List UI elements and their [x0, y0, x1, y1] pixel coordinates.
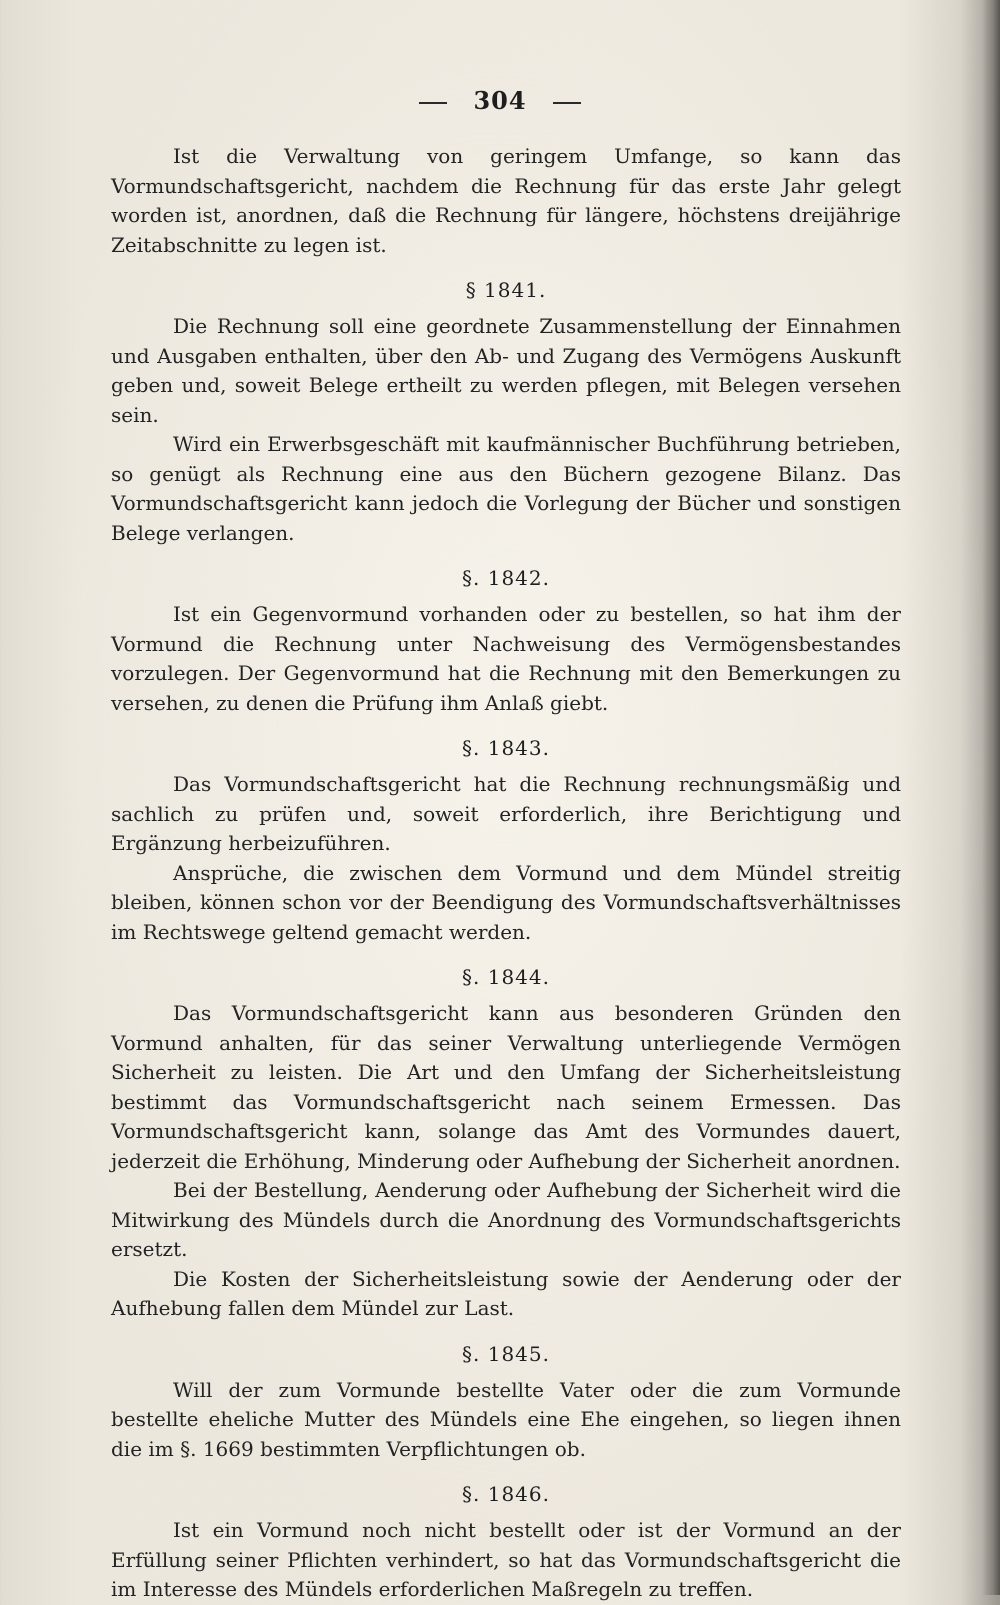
section-paragraph: Die Kosten der Sicherheitsleistung sowie der Aenderung oder der Aufhebung fallen dem Mündel zur Last. [111, 1266, 901, 1320]
section-paragraph: Bei der Bestellung, Aenderung oder Aufhebung der Sicherheit wird die Mitwirkung des Mündels durch die Anordnung des Vormundschaftsgerichts ersetzt. [111, 1178, 901, 1261]
page-number-value: 304 [473, 86, 527, 115]
page-edge-shadow [982, 0, 1000, 1595]
section-heading: §. 1844. [462, 965, 550, 989]
page-number [0, 86, 1000, 115]
section-1846 [111, 1480, 901, 1605]
section-1844 [111, 963, 901, 1324]
section-heading: §. 1842. [462, 566, 550, 590]
section-heading: § 1841. [465, 278, 547, 302]
section-1842 [111, 564, 901, 718]
continuation-paragraph: Ist die Verwaltung von geringem Umfange, so kann das Vormundschaftsgericht, nachdem die Rechnung für das erste Jahr gelegt worden ist, anordnen, daß die Rechnung für längere, höchstens dreijährige Zeitabschnitte zu legen ist. [111, 144, 901, 257]
document-body [111, 142, 901, 1605]
page-number-dash-right [553, 102, 581, 104]
page-number-dash-left [419, 102, 447, 104]
section-heading: §. 1845. [462, 1341, 550, 1366]
section-1843 [111, 734, 901, 947]
section-1841 [111, 276, 901, 548]
section-paragraph: Die Rechnung soll eine geordnete Zusammenstellung der Einnahmen und Ausgaben enthalten, über den Ab- und Zugang des Vermögens Auskunft geben und, soweit Belege ertheilt zu werden pflegen, mit Belegen versehen sein. [111, 314, 901, 427]
section-1845 [111, 1340, 901, 1465]
section-paragraph: Will der zum Vormunde bestellte Vater oder die zum Vormunde bestellte eheliche Mutter des Mündels eine Ehe eingehen, so liegen ihnen die im §. 1669 bestimmten Verpflichtungen ob. [111, 1377, 901, 1461]
section-paragraph: Das Vormundschaftsgericht kann aus besonderen Gründen den Vormund anhalten, für das seiner Verwaltung unterliegende Vermögen Sicherheit zu leisten. Die Art und den Umfang der Sicherheitsleistung bestimmt das Vormundschaftsgericht nach seinem Ermessen. Das Vormundschaftsgericht kann, solange das Amt des Vormundes dauert, jederzeit die Erhöhung, Minderung oder Aufhebung der Sicherheit anordnen. [111, 1001, 901, 1173]
section-paragraph: Ansprüche, die zwischen dem Vormund und dem Mündel streitig bleiben, können schon vor der Beendigung des Vormundschaftsverhältnisses im Rechtswege geltend gemacht werden. [111, 860, 901, 944]
section-paragraph: Ist ein Vormund noch nicht bestellt oder ist der Vormund an der Erfüllung seiner Pflichten verhindert, so hat das Vormundschaftsgericht die im Interesse des Mündels erforderlichen Maßregeln zu treffen. [111, 1518, 901, 1601]
section-paragraph: Ist ein Gegenvormund vorhanden oder zu bestellen, so hat ihm der Vormund die Rechnung unter Nachweisung des Vermögensbestandes vorzulegen. Der Gegenvormund hat die Rechnung mit den Bemerkungen zu versehen, zu denen die Prüfung ihm Anlaß giebt. [111, 602, 901, 715]
section-heading: §. 1846. [462, 1482, 550, 1506]
section-paragraph: Wird ein Erwerbsgeschäft mit kaufmännischer Buchführung betrieben, so genügt als Rechnung eine aus den Büchern gezogene Bilanz. Das Vormundschaftsgericht kann jedoch die Vorlegung der Bücher und sonstigen Belege verlangen. [111, 432, 901, 545]
section-heading: §. 1843. [462, 736, 550, 760]
section-paragraph: Das Vormundschaftsgericht hat die Rechnung rechnungsmäßig und sachlich zu prüfen und, soweit erforderlich, ihre Berichtigung und Ergänzung herbeizuführen. [111, 772, 901, 855]
